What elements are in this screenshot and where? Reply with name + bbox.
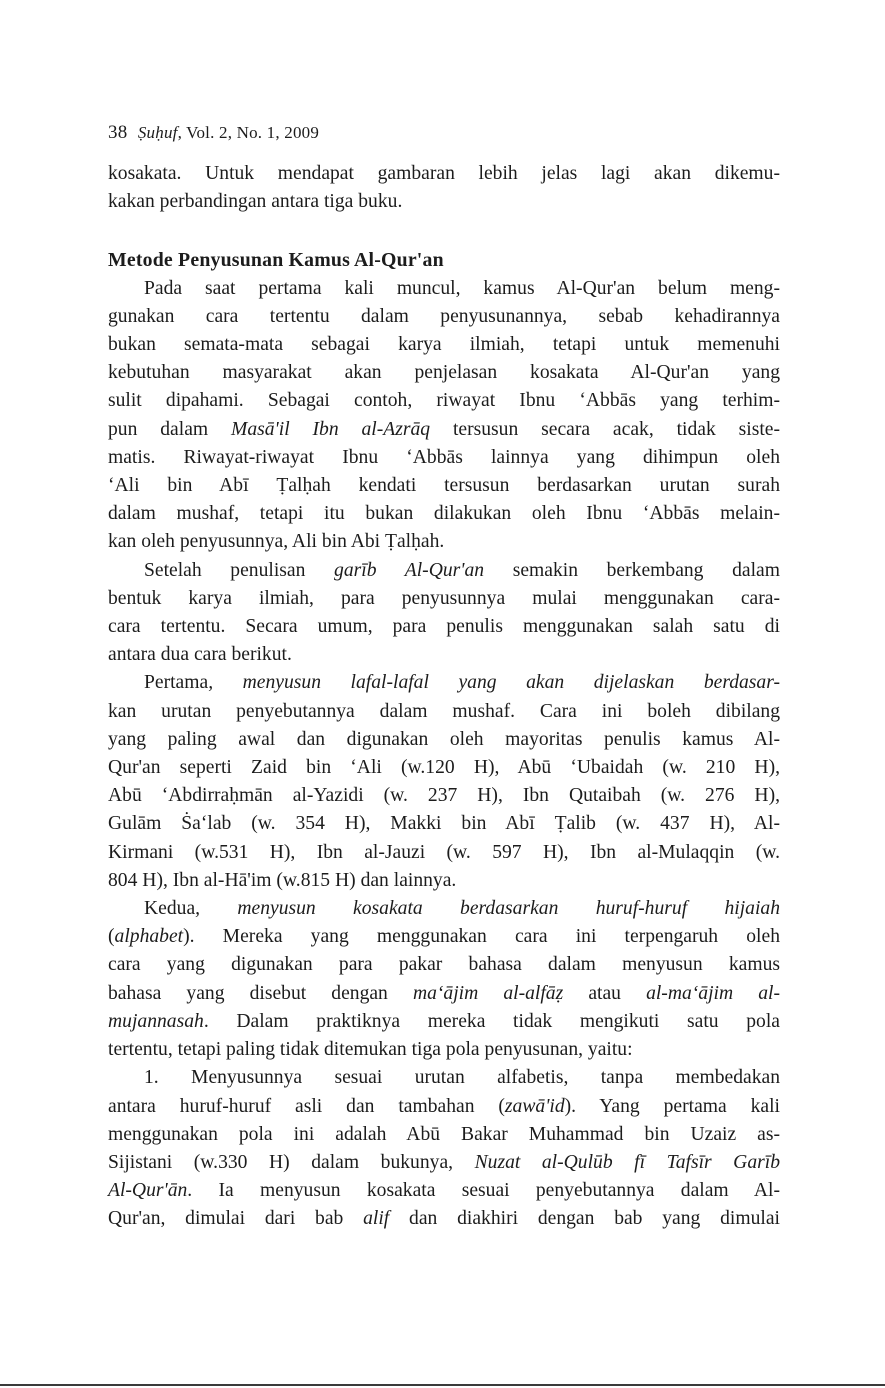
italic-term: mujannasah [108, 1010, 204, 1032]
body-text [108, 160, 780, 1234]
paragraph-3 [108, 669, 780, 895]
text-segment: semakin berkembang dalam [484, 559, 780, 581]
italic-term: Masā'il Ibn al-Azrāq [231, 418, 431, 440]
text-line: kebutuhan masyarakat akan penjelasan kosakata Al-Qur'an yang [108, 362, 780, 384]
text-line: Gulām Ṡa‘lab (w. 354 H), Makki bin Abī Ṭalib (w. 437 H), Al- [108, 813, 780, 835]
text-line: gunakan cara tertentu dalam penyusunannya, sebab kehadirannya [108, 305, 780, 327]
text-segment: antara huruf-huruf asli dan tambahan ( [108, 1095, 505, 1117]
italic-term: ma‘ājim al-alfāẓ [412, 982, 564, 1004]
text-line [108, 1177, 780, 1205]
text-line: matis. Riwayat-riwayat Ibnu ‘Abbās lainnya yang dihimpun oleh [108, 446, 780, 468]
text-segment: ). Mereka yang menggunakan cara ini terpengaruh oleh [183, 926, 780, 948]
text-line: bentuk karya ilmiah, para penyusunnya mulai menggunakan cara- [108, 587, 780, 609]
text-line: antara dua cara berikut. [108, 644, 292, 666]
text-line: cara yang digunakan para pakar bahasa dalam menyusun kamus [108, 954, 780, 976]
text-line: ‘Ali bin Abī Ṭalḥah kendati tersusun berdasarkan urutan surah [108, 475, 780, 497]
text-segment: . Dalam praktiknya mereka tidak mengikuti satu pola [203, 1010, 780, 1032]
text-line: sulit dipahami. Sebagai contoh, riwayat Ibnu ‘Abbās yang terhim- [108, 390, 780, 412]
paragraph-4 [108, 895, 780, 1064]
journal-volume: , Vol. 2, No. 1, 2009 [177, 123, 320, 142]
text-segment: . Ia menyusun kosakata sesuai penyebutannya dalam Al- [187, 1180, 780, 1202]
paragraph-1 [108, 275, 780, 557]
section-heading: Metode Penyusunan Kamus Al-Qur'an [108, 249, 444, 272]
paragraph-5 [108, 1064, 780, 1233]
text-line: menggunakan pola ini adalah Abū Bakar Muhammad bin Uzaiz as- [108, 1123, 780, 1145]
text-line [108, 669, 780, 697]
text-line: kan urutan penyebutannya dalam mushaf. Cara ini boleh dibilang [108, 700, 780, 722]
page-number: 38 [108, 122, 128, 143]
italic-term: alphabet [114, 926, 184, 948]
text-line: Kirmani (w.531 H), Ibn al-Jauzi (w. 597 H), Ibn al-Mulaqqin (w. [108, 841, 780, 863]
text-segment: Setelah penulisan [144, 559, 335, 581]
text-segment: Pertama [144, 672, 209, 694]
text-line [108, 923, 780, 951]
text-line: cara tertentu. Secara umum, para penulis menggunakan salah satu di [108, 616, 780, 638]
text-segment: Kedua [144, 898, 196, 920]
text-line: Qur'an seperti Zaid bin ‘Ali (w.120 H), Abū ‘Ubaidah (w. 210 H), [108, 757, 780, 779]
text-line [108, 416, 780, 444]
italic-term: , menyusun kosakata berdasarkan huruf-huruf hijaiah [195, 898, 780, 920]
text-line: kan oleh penyusunnya, Ali bin Abi Ṭalḥah. [108, 531, 445, 553]
paragraph-2 [108, 557, 780, 670]
text-segment: dan diakhiri dengan bab yang dimulai [389, 1208, 780, 1230]
journal-title: Ṣuḥuf [137, 123, 178, 142]
text-line [108, 557, 780, 585]
italic-term: al-ma‘ājim al- [646, 982, 780, 1004]
italic-term: zawā'id [504, 1095, 565, 1117]
text-segment: bahasa yang disebut dengan [108, 982, 413, 1004]
text-segment: Sijistani (w.330 H) dalam bukunya, [108, 1151, 475, 1173]
text-line: bukan semata-mata sebagai karya ilmiah, tetapi untuk memenuhi [108, 334, 780, 356]
text-line: kosakata. Untuk mendapat gambaran lebih jelas lagi akan dikemu- [108, 163, 780, 184]
running-header [108, 122, 319, 144]
italic-term: garīb Al-Qur'an [334, 559, 485, 581]
text-segment: ). Yang pertama kali [564, 1095, 780, 1117]
text-segment: tersusun secara acak, tidak siste- [430, 418, 780, 440]
italic-term: , menyusun lafal-lafal yang akan dijelaskan berdasar- [208, 672, 780, 694]
text-line [108, 1205, 780, 1233]
scan-edge-line [0, 1384, 885, 1386]
text-line [108, 895, 780, 923]
text-line: Abū ‘Abdirraḥmān al-Yazidi (w. 237 H), Ibn Qutaibah (w. 276 H), [108, 785, 780, 807]
text-line: tertentu, tetapi paling tidak ditemukan tiga pola penyusunan, yaitu: [108, 1039, 633, 1061]
text-line [108, 1008, 780, 1036]
italic-term: Nuzat al-Qulūb fī Tafsīr Garīb [474, 1151, 780, 1173]
text-line: kakan perbandingan antara tiga buku. [108, 191, 403, 213]
italic-term: Al-Qur'ān [108, 1180, 188, 1202]
text-line [108, 1093, 780, 1121]
text-line: Pada saat pertama kali muncul, kamus Al-Qur'an belum meng- [144, 277, 780, 299]
intro-paragraph [108, 160, 780, 216]
text-segment: atau [563, 982, 647, 1004]
text-line [108, 980, 780, 1008]
text-line: 1. Menyusunnya sesuai urutan alfabetis, tanpa membedakan [144, 1067, 780, 1089]
text-line [108, 1149, 780, 1177]
text-segment: Qur'an, dimulai dari bab [108, 1208, 364, 1230]
text-line: yang paling awal dan digunakan oleh mayoritas penulis kamus Al- [108, 728, 780, 750]
text-line: dalam mushaf, tetapi itu bukan dilakukan oleh Ibnu ‘Abbās melain- [108, 503, 780, 525]
text-segment: pun dalam [108, 418, 232, 440]
text-segment: ( [108, 926, 115, 948]
text-line: 804 H), Ibn al-Hā'im (w.815 H) dan lainnya. [108, 869, 457, 891]
italic-term: alif [363, 1208, 390, 1230]
